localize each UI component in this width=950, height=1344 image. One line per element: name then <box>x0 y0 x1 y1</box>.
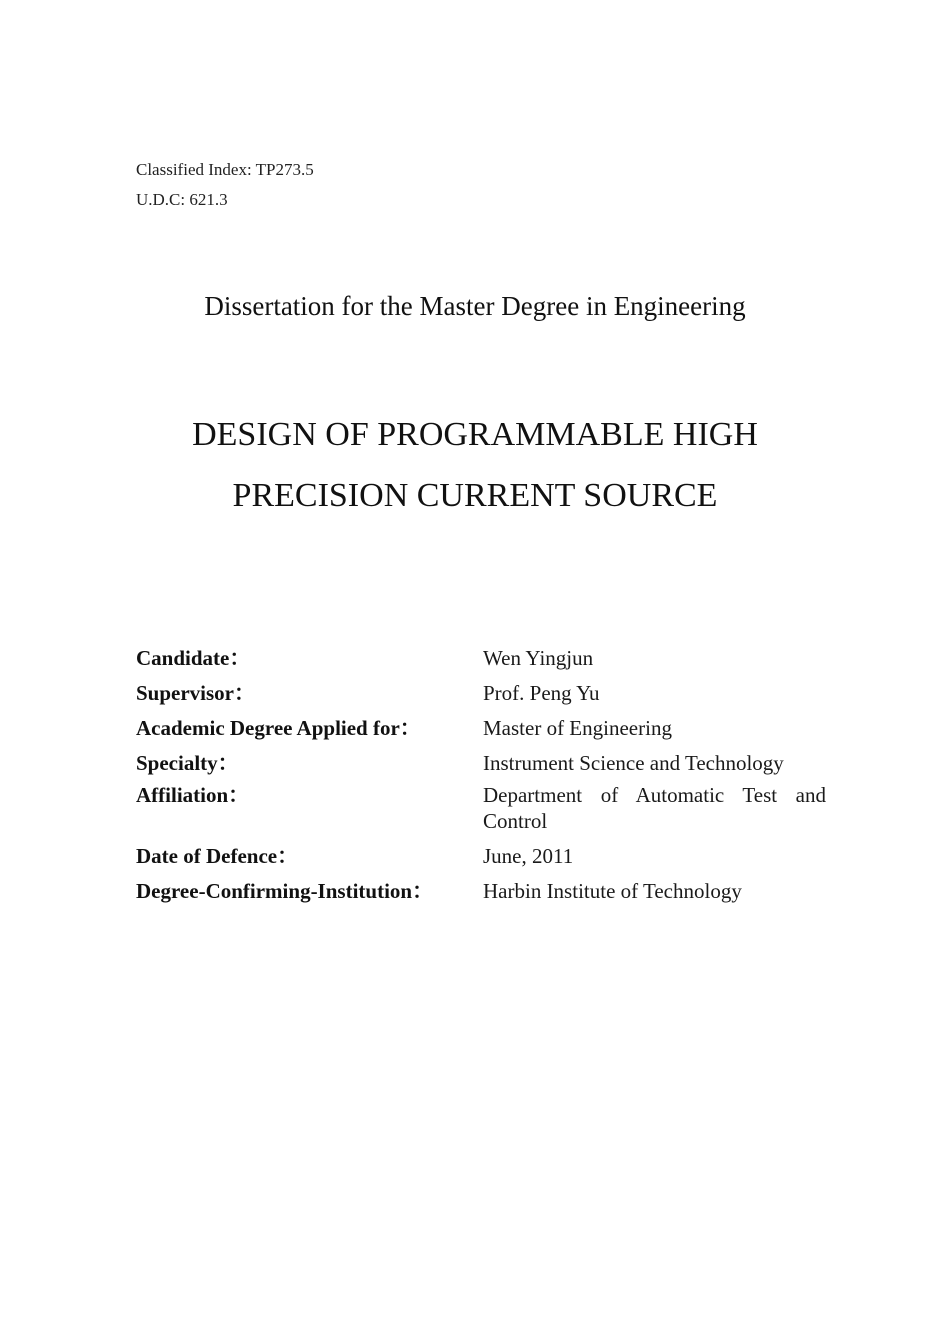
info-row-date-of-defence <box>136 843 826 869</box>
candidate-value: Wen Yingjun <box>483 646 594 670</box>
affiliation-value: Department of Automatic Test and Control <box>483 783 826 833</box>
affiliation-label: Affiliation： <box>136 783 250 807</box>
institution-label: Degree-Confirming-Institution： <box>136 879 434 903</box>
classified-index: Classified Index: TP273.5 <box>136 160 314 179</box>
title-line-2: PRECISION CURRENT SOURCE <box>232 477 718 514</box>
info-row-specialty <box>136 750 826 776</box>
classification-block <box>136 155 314 215</box>
dissertation-title <box>0 404 950 526</box>
info-row-degree-applied <box>136 715 826 741</box>
info-row-institution <box>136 878 826 904</box>
info-row-candidate <box>136 645 826 671</box>
info-row-affiliation <box>136 782 826 834</box>
title-line-1: DESIGN OF PROGRAMMABLE HIGH <box>192 416 758 453</box>
info-row-supervisor <box>136 680 826 706</box>
degree-applied-label: Academic Degree Applied for： <box>136 716 421 740</box>
supervisor-label: Supervisor： <box>136 681 256 705</box>
specialty-value: Instrument Science and Technology <box>483 751 784 775</box>
udc-code: U.D.C: 621.3 <box>136 190 228 209</box>
date-of-defence-value: June, 2011 <box>483 844 574 868</box>
date-of-defence-label: Date of Defence： <box>136 844 299 868</box>
candidate-label: Candidate： <box>136 646 251 670</box>
institution-value: Harbin Institute of Technology <box>483 879 742 903</box>
supervisor-value: Prof. Peng Yu <box>483 681 600 705</box>
specialty-label: Specialty： <box>136 751 239 775</box>
degree-applied-value: Master of Engineering <box>483 716 672 740</box>
candidate-info-table <box>136 645 826 904</box>
degree-statement: Dissertation for the Master Degree in Engineering <box>204 291 746 321</box>
